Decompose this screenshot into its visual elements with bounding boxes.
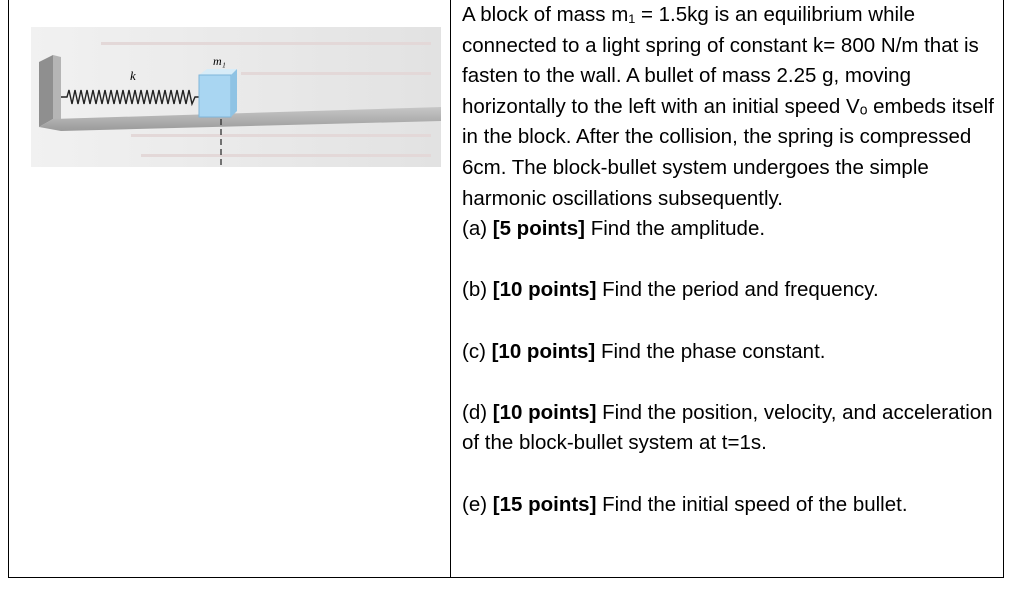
spring-block-figure [31, 27, 441, 167]
spring-label: k [130, 68, 136, 83]
part-d-points: [10 points] [492, 400, 597, 424]
part-b-points: [10 points] [492, 278, 597, 302]
problem-table [8, 0, 1004, 578]
part-a-points: [5 points] [492, 217, 585, 241]
part-c-points: [10 points] [491, 339, 596, 363]
problem-intro: A block of mass m₁ = 1.5kg is an equilibrium while connected to a light spring of constant k= 800 N/m that is fasten to the wall. A bullet of mass 2.25 g, moving horizontally to the left with an initial speed Vₒ embeds itself in the block. After the collision, the spring is compressed 6cm. The block-bullet system undergoes the simple harmonic oscillations subsequently. [462, 3, 994, 210]
wall [39, 55, 53, 127]
part-a: (a) [5 points] Find the amplitude. [462, 217, 766, 241]
column-divider [450, 0, 451, 577]
part-e: (e) [15 points] Find the initial speed of the bullet. [462, 492, 908, 516]
part-d: (d) [10 points] Find the position, velocity, and acceleration of the block-bullet system at t=1s. [462, 400, 993, 455]
block [199, 75, 231, 117]
mass-label: m₁ [213, 54, 226, 68]
part-c: (c) [10 points] Find the phase constant. [462, 339, 826, 363]
part-b: (b) [10 points] Find the period and frequency. [462, 278, 879, 302]
part-e-points: [15 points] [492, 492, 597, 516]
problem-text [462, 0, 1002, 520]
